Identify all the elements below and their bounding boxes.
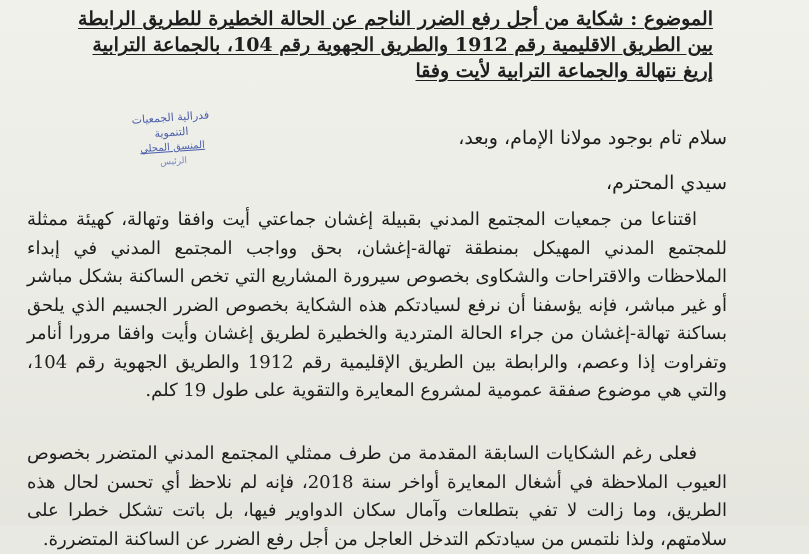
salutation-line: سيدي المحترم،: [606, 172, 727, 194]
body-paragraph-1: [27, 206, 727, 406]
association-stamp: [116, 106, 228, 173]
stamp-line-2: المنسق المحلي: [139, 139, 206, 156]
stamp-line-3: الرئيس: [159, 156, 188, 168]
greeting-line: سلام تام بوجود مولانا الإمام، وبعد،: [458, 127, 727, 149]
letter-subject-text: الموضوع : شكاية من أجل رفع الضرر الناجم عن الحالة الخطيرة للطريق الرابطة بين الطريق الاقليمية رقم 1912 والطريق الجهوية رقم 104، بالجماعة الترابية إريغ نتهالة والجماعة الترابية لأيت وفقا: [78, 8, 713, 82]
body-paragraph-2: [27, 440, 727, 554]
paragraph-1-text: اقتناعا من جمعيات المجتمع المدني بقبيلة إغشان جماعتي أيت وافقا وتهالة، كهيئة ممثلة للمجتمع المدني المهيكل بمنطقة تهالة-إغشان، بحق وواجب المجتمع المدني في إبداء الملاحظات والاقتراحات والشكاوى بخصوص سيرورة المشاريع التي تخص الساكنة بشكل مباشر أو غير مباشر، فإنه يؤسفنا أن نرفع لسيادتكم هذه الشكاية بخصوص الضرر الجسيم الذي يلحق بساكنة تهالة-إغشان من جراء الحالة المتردية والخطيرة لطريق إغشان وأيت وافقا مرورا أنامر وتفراوت إذا وعصم، والرابطة بين الطريق الإقليمية رقم 1912 والطريق الجهوية رقم 104، والتي هي موضوع صفقة عمومية لمشروع المعايرة والتقوية على طول 19 كلم.: [27, 209, 727, 401]
paragraph-2-text: فعلى رغم الشكايات السابقة المقدمة من طرف ممثلي المجتمع المدني المتضرر بخصوص العيوب الملاحظة في أشغال المعايرة أواخر سنة 2018، فإنه لم نلاحظ أي تحسن لحال هذه الطريق، وما زالت لا تفي بتطلعات وآمال سكان الدواوير فيها، بل باتت تشكل خطرا على سلامتهم، ولذا نلتمس من سيادتكم التدخل العاجل من أجل رفع الضرر عن الساكنة المتضررة.: [27, 443, 727, 550]
stamp-line-1: فدرالية الجمعيات التنموية: [131, 108, 210, 141]
letter-subject: [63, 6, 713, 84]
